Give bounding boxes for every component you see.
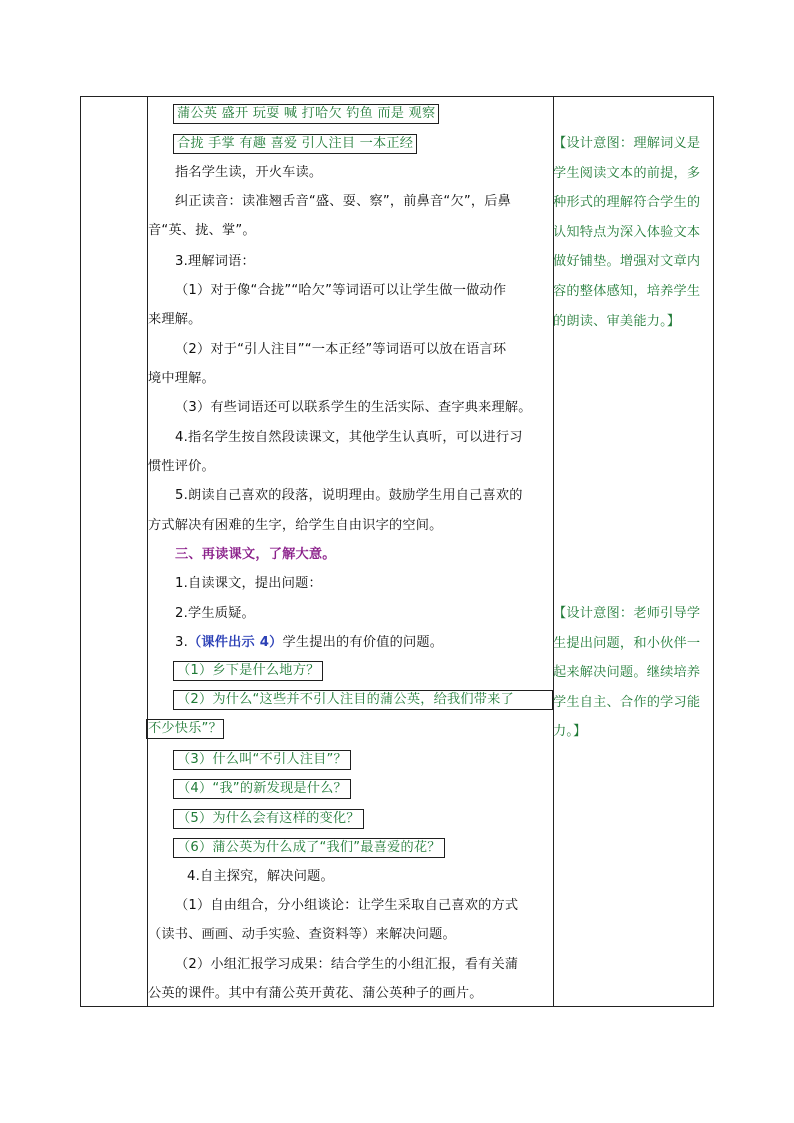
text-line: 来理解。 [148,312,202,327]
question-4 [173,779,351,799]
step-text: 学生提出的有价值的问题。 [282,635,444,650]
text-line [175,634,443,652]
text-line: 境中理解。 [148,371,215,386]
text-line: 指名学生读，开火车读。 [175,165,323,180]
text-line: 3.理解词语： [175,254,255,269]
question-6 [173,838,445,858]
text-line: （1）自由组合，分小组谈论：让学生采取自己喜欢的方式 [175,898,519,913]
text-line: 5.朗读自己喜欢的段落，说明理由。鼓励学生用自己喜欢的 [175,488,523,503]
question-box: （4）“我”的新发现是什么？ [173,779,351,799]
question-3 [173,750,351,770]
text-line: （2）对于“引人注目”“一本正经”等词语可以放在语言环 [175,342,507,357]
vocab-row-1 [173,104,439,124]
step-number: 3. [175,635,188,650]
question-box: （5）为什么会有这样的变化？ [173,809,364,829]
courseware-tag: （课件出示 4） [187,635,283,650]
question-2-line-2: 不少快乐”？ [148,721,222,736]
text-line: 公英的课件。其中有蒲公英开黄花、蒲公英种子的画片。 [148,986,483,1001]
question-1 [173,661,323,681]
question-5 [173,809,364,829]
text-line: 4.指名学生按自然段读课文，其他学生认真听，可以进行习 [175,430,523,445]
text-line: （读书、画画、动手实验、查资料等）来解决问题。 [148,927,456,942]
text-line: 音“英、拢、掌”。 [148,223,256,238]
text-line: （3）有些词语还可以联系学生的生活实际、查字典来理解。 [175,400,532,415]
text-line: 纠正读音：读准翘舌音“盛、耍、察”，前鼻音“欠”，后鼻 [175,194,512,209]
section-heading: 三、再读课文，了解大意。 [175,547,336,562]
text-line: （1）对于像“合拢”“哈欠”等词语可以让学生做一做动作 [175,283,507,298]
vocab-row-2 [173,134,417,154]
question-box: （6）蒲公英为什么成了“我们”最喜爱的花？ [173,838,445,858]
text-line: （2）小组汇报学习成果：结合学生的小组汇报，看有关蒲 [175,957,519,972]
design-intent-note-1: 【设计意图：理解词义是学生阅读文本的前提，多种形式的理解符合学生的认知特点为深入体验文本做好铺垫。增强对文章内容的整体感知，培养学生的朗读、审美能力。】 [553,136,701,329]
vocab-box-2: 合拢 手掌 有趣 喜爱 引人注目 一本正经 [173,134,417,154]
text-line: 1.自读课文，提出问题： [175,576,322,591]
text-line: 方式解决有困难的生字，给学生自由识字的空间。 [148,518,443,533]
text-line: 2.学生质疑。 [175,606,255,621]
question-2-line-1: （2）为什么“这些并不引人注目的蒲公英，给我们带来了 [177,692,514,707]
design-intent-note-2: 【设计意图：老师引导学生提出问题，和小伙伴一起来解决问题。继续培养学生自主、合作的学习能力。】 [553,606,701,740]
text-line: 惯性评价。 [148,459,215,474]
text-line: 4.自主探究，解决问题。 [187,869,334,884]
vocab-box-1: 蒲公英 盛开 玩耍 喊 打哈欠 钓鱼 而是 观察 [173,104,439,124]
question-box: （1）乡下是什么地方？ [173,661,323,681]
question-box: （3）什么叫“不引人注目”？ [173,750,351,770]
